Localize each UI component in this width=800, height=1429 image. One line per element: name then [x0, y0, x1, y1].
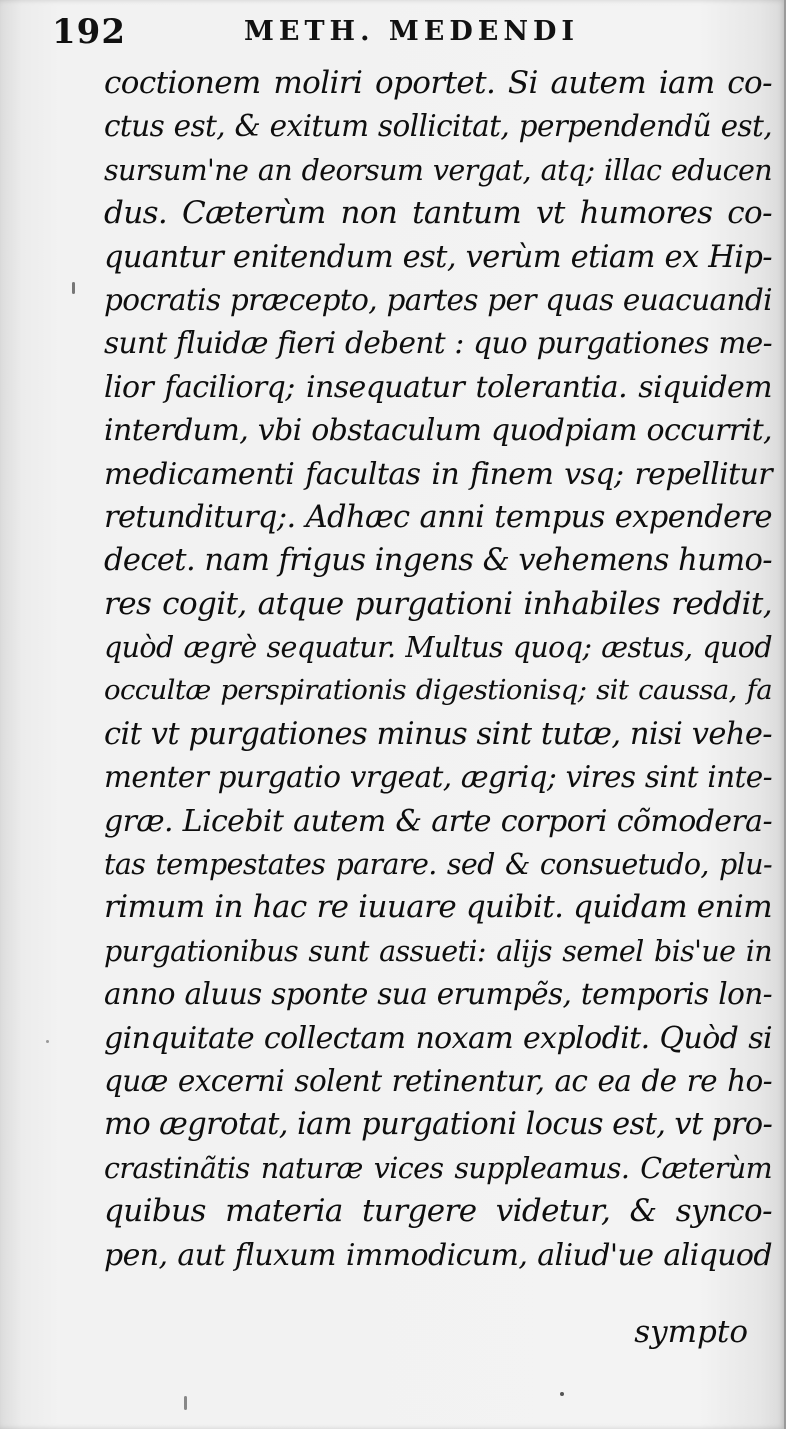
- text-line: purgationibus sunt assueti: alijs semel bis'ue in: [104, 934, 772, 968]
- text-line: cit vt purgationes minus sint tutæ, nisi vehe-: [104, 716, 772, 752]
- text-line: res cogit, atque purgationi inhabiles reddit,: [104, 585, 772, 622]
- text-line: pen, aut fluxum immodicum, aliud'ue aliquod: [104, 1237, 772, 1273]
- text-line: lior faciliorq; insequatur tolerantia. siquidem: [104, 369, 772, 405]
- text-line: medicamenti facultas in finem vsq; repellitur: [104, 456, 772, 492]
- text-line: menter purgatio vrgeat, ægriq; vires sint inte-: [104, 760, 772, 795]
- text-line: tas tempestates parare. sed & consuetudo, plu-: [104, 848, 772, 882]
- text-line: anno aluus sponte sua erumpẽs, temporis lon-: [104, 977, 772, 1012]
- paper-speck: [46, 1040, 49, 1043]
- text-line: ginquitate collectam noxam explodit. Quòd si: [104, 1020, 772, 1056]
- page-number: 192: [52, 12, 126, 52]
- text-line: crastinãtis naturæ vices suppleamus. Cæterùm: [104, 1151, 772, 1185]
- text-line: sunt fluidæ fieri debent : quo purgationes me-: [104, 326, 772, 361]
- text-line: interdum, vbi obstaculum quodpiam occurrit,: [104, 413, 772, 449]
- text-line: pocratis præcepto, partes per quas euacuandi: [104, 282, 772, 317]
- text-line: rimum in hac re iuuare quibit. quidam enim: [104, 889, 772, 926]
- paper-speck: [560, 1392, 564, 1396]
- text-line: quòd ægrè sequatur. Multus quoq; æstus, quod: [104, 631, 772, 665]
- running-title: METH. MEDENDI: [244, 16, 580, 47]
- text-line: quibus materia turgere videtur, & synco-: [104, 1193, 772, 1230]
- text-line: mo ægrotat, iam purgationi locus est, vt pro-: [104, 1107, 773, 1143]
- catchword: sympto: [634, 1314, 748, 1350]
- text-line: dus. Cæterùm non tantum vt humores co-: [104, 195, 772, 232]
- text-line: quæ excerni solent retinentur, ac ea de re ho-: [104, 1063, 772, 1098]
- text-line: decet. nam frigus ingens & vehemens humo-: [104, 543, 772, 579]
- text-line: coctionem moliri oportet. Si autem iam co-: [104, 65, 772, 101]
- body-text: [104, 62, 772, 1277]
- paper-speck: [72, 282, 75, 294]
- text-line: retunditurq;. Adhæc anni tempus expendere: [104, 499, 772, 535]
- text-line: ctus est, & exitum sollicitat, perpendendũ est,: [104, 109, 772, 144]
- text-line: quantur enitendum est, verùm etiam ex Hip-: [104, 239, 772, 275]
- paper-speck: [184, 1396, 187, 1410]
- text-line: græ. Licebit autem & arte corpori cõmodera-: [104, 803, 772, 839]
- running-head: [40, 12, 760, 56]
- text-line: sursum'ne an deorsum vergat, atq; illac educen: [104, 153, 772, 187]
- text-line: occultæ perspirationis digestionisq; sit caussa, fa: [104, 674, 772, 707]
